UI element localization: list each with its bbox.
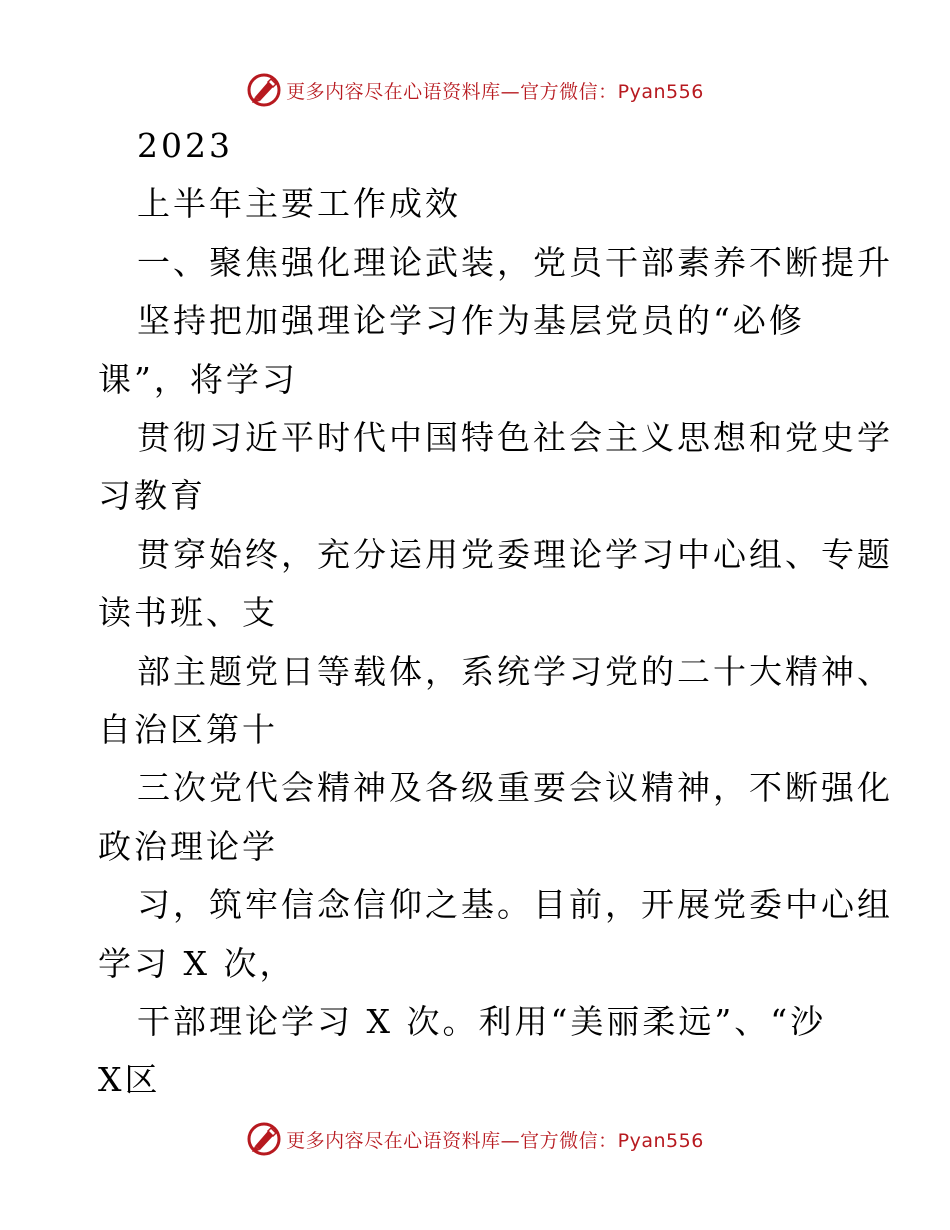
doc-line: X区 [98,1060,161,1099]
doc-line: 课”，将学习 [98,360,298,399]
doc-line: 坚持把加强理论学习作为基层党员的“必修 [137,301,805,340]
doc-line: 2023 [137,126,233,165]
doc-line: 政治理论学 [98,827,278,866]
watermark-footer [0,1119,950,1159]
watermark-text: 更多内容尽在心语资料库—官方微信：Pyan556 [286,1129,704,1152]
doc-line: 干部理论学习 X 次。利用“美丽柔远”、“沙 [137,1002,827,1041]
pen-logo-icon [246,1121,282,1157]
doc-line: 部主题党日等载体，系统学习党的二十大精神、 [137,652,893,691]
doc-line: 一、聚焦强化理论武装，党员干部素养不断提升 [137,243,893,282]
watermark-header [0,70,950,110]
doc-line: 上半年主要工作成效 [137,184,461,223]
doc-line: 贯穿始终，充分运用党委理论学习中心组、专题 [137,535,893,574]
pen-logo-icon [246,72,282,108]
doc-line: 读书班、支 [98,593,278,632]
watermark-text: 更多内容尽在心语资料库—官方微信：Pyan556 [286,80,704,103]
doc-line: 三次党代会精神及各级重要会议精神，不断强化 [137,768,893,807]
doc-line: 自治区第十 [98,710,278,749]
doc-line: 学习 X 次， [98,944,296,983]
doc-line: 贯彻习近平时代中国特色社会主义思想和党史学 [137,418,893,457]
doc-line: 习，筑牢信念信仰之基。目前，开展党委中心组 [137,885,893,924]
doc-line: 习教育 [98,476,206,515]
